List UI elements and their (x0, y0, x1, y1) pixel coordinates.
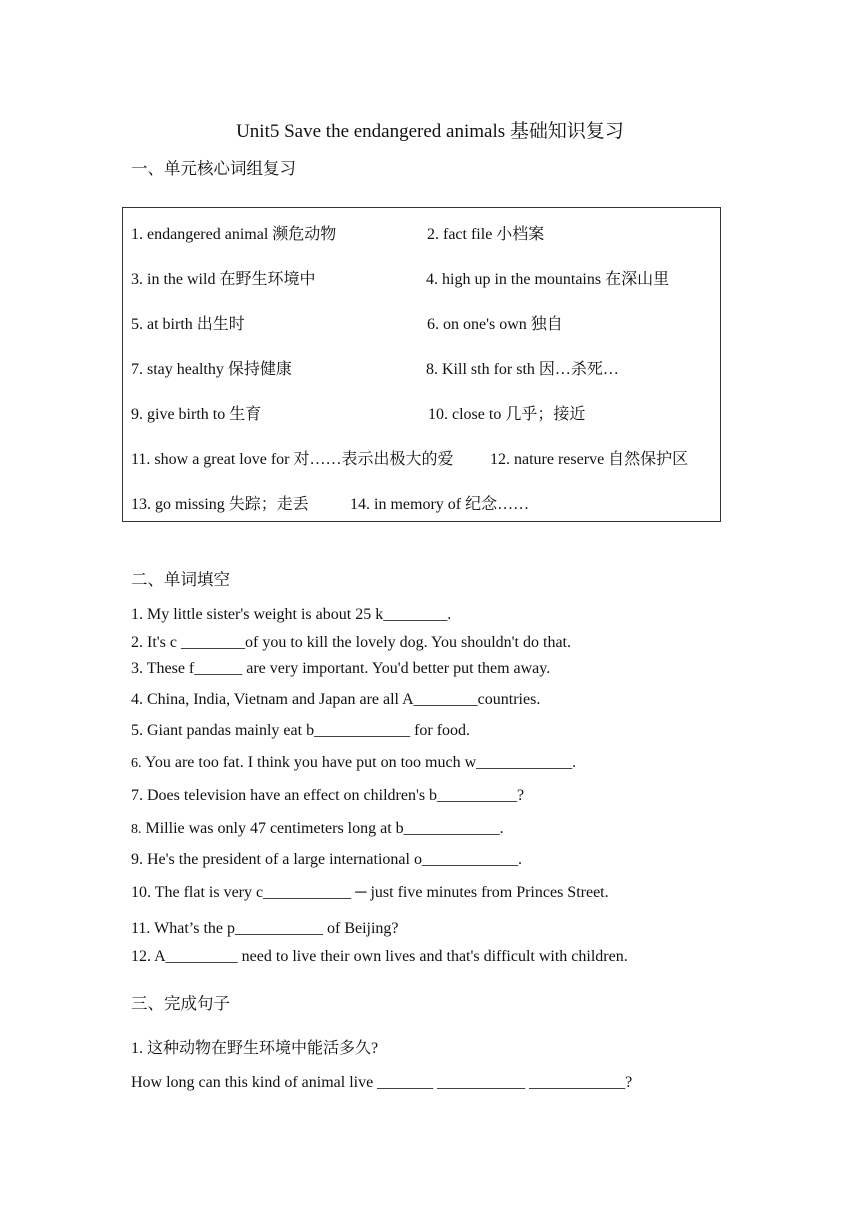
fill-in-question: 12. A_________ need to live their own lives and that's difficult with children. (131, 948, 628, 965)
phrase-item: 9. give birth to 生育 (131, 406, 262, 423)
phrase-item: 7. stay healthy 保持健康 (131, 361, 292, 378)
phrase-item: 14. in memory of 纪念…… (350, 496, 530, 513)
phrase-item: 2. fact file 小档案 (427, 226, 545, 243)
phrase-item: 8. Kill sth for sth 因…杀死… (426, 361, 619, 378)
section-heading-phrases: 一、单元核心词组复习 (131, 159, 296, 178)
question-number: 6. (131, 756, 142, 771)
phrase-item: 6. on one's own 独自 (427, 316, 563, 333)
phrase-item: 4. high up in the mountains 在深山里 (426, 271, 670, 288)
fill-in-question: 10. The flat is very c___________ ─ just five minutes from Princes Street. (131, 884, 609, 901)
phrase-item: 10. close to 几乎；接近 (428, 406, 586, 423)
sentence-question-english: How long can this kind of animal live _______ ___________ ____________? (131, 1074, 633, 1091)
fill-in-question: 7. Does television have an effect on children's b__________? (131, 787, 525, 804)
phrase-box (122, 207, 721, 522)
fill-in-question: 9. He's the president of a large international o____________. (131, 851, 522, 868)
fill-in-question (131, 820, 504, 838)
fill-in-question: 2. It's c ________of you to kill the lovely dog. You shouldn't do that. (131, 634, 571, 651)
phrase-item: 3. in the wild 在野生环境中 (131, 271, 316, 288)
section-heading-fill-in: 二、单词填空 (131, 570, 230, 589)
phrase-item: 13. go missing 失踪；走丢 (131, 496, 309, 513)
question-number: 8. (131, 822, 142, 837)
question-text: You are too fat. I think you have put on too much w____________. (144, 754, 577, 771)
phrase-item: 1. endangered animal 濒危动物 (131, 226, 337, 243)
fill-in-question: 1. My little sister's weight is about 25 k________. (131, 606, 452, 623)
fill-in-question (131, 754, 576, 772)
page-title: Unit5 Save the endangered animals 基础知识复习 (236, 121, 624, 142)
fill-in-question: 11. What’s the p___________ of Beijing? (131, 920, 399, 937)
fill-in-question: 4. China, India, Vietnam and Japan are all A________countries. (131, 691, 541, 708)
question-text: Millie was only 47 centimeters long at b____________. (145, 820, 504, 837)
phrase-item: 11. show a great love for 对……表示出极大的爱 (131, 451, 454, 468)
fill-in-question: 3. These f______ are very important. You'd better put them away. (131, 660, 551, 677)
fill-in-question: 5. Giant pandas mainly eat b____________ for food. (131, 722, 471, 739)
phrase-item: 5. at birth 出生时 (131, 316, 245, 333)
sentence-question-chinese: 1. 这种动物在野生环境中能活多久? (131, 1040, 379, 1057)
phrase-item: 12. nature reserve 自然保护区 (490, 451, 689, 468)
section-heading-complete-sentences: 三、完成句子 (131, 994, 230, 1013)
